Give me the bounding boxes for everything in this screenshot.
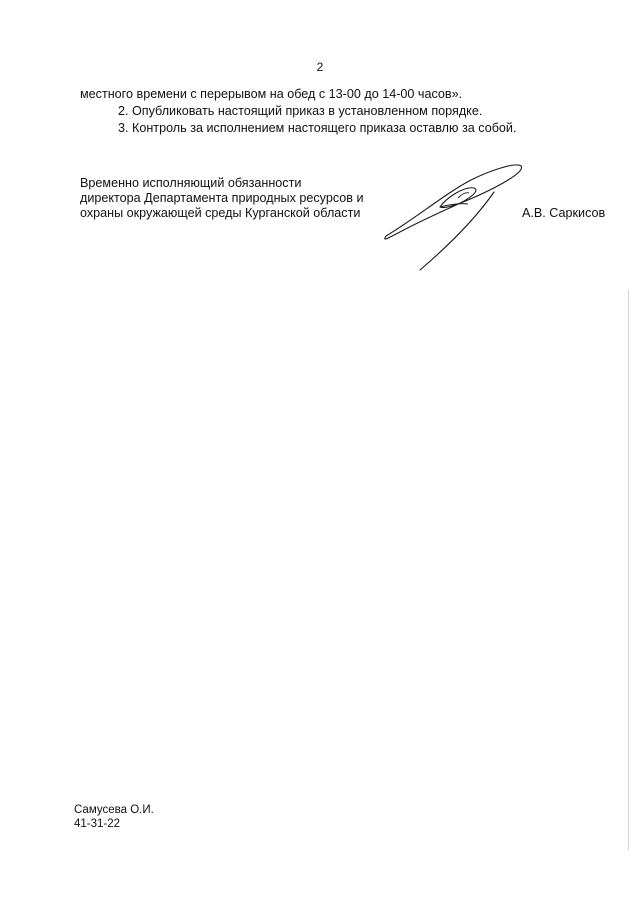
order-body [80,86,530,137]
signer-position [80,176,364,221]
page-number: 2 [316,60,324,74]
executor-info [74,803,154,831]
signer-position-line: Временно исполняющий обязанности [80,176,302,190]
handwritten-signature-icon [376,158,526,272]
body-line-continuation: местного времени с перерывом на обед с 13-00 до 14-00 часов». [80,87,463,101]
scan-edge-line [628,290,629,850]
signer-position-line: директора Департамента природных ресурсов и [80,191,364,205]
executor-phone: 41-31-22 [74,818,121,830]
executor-name: Самусева О.И. [74,804,154,816]
signer-position-line: охраны окружающей среды Курганской области [80,206,361,220]
signer-name: А.В. Саркисов [522,206,606,220]
body-item-control: 3. Контроль за исполнением настоящего приказа оставлю за собой. [118,121,517,135]
body-item-publish: 2. Опубликовать настоящий приказ в установленном порядке. [118,104,483,118]
